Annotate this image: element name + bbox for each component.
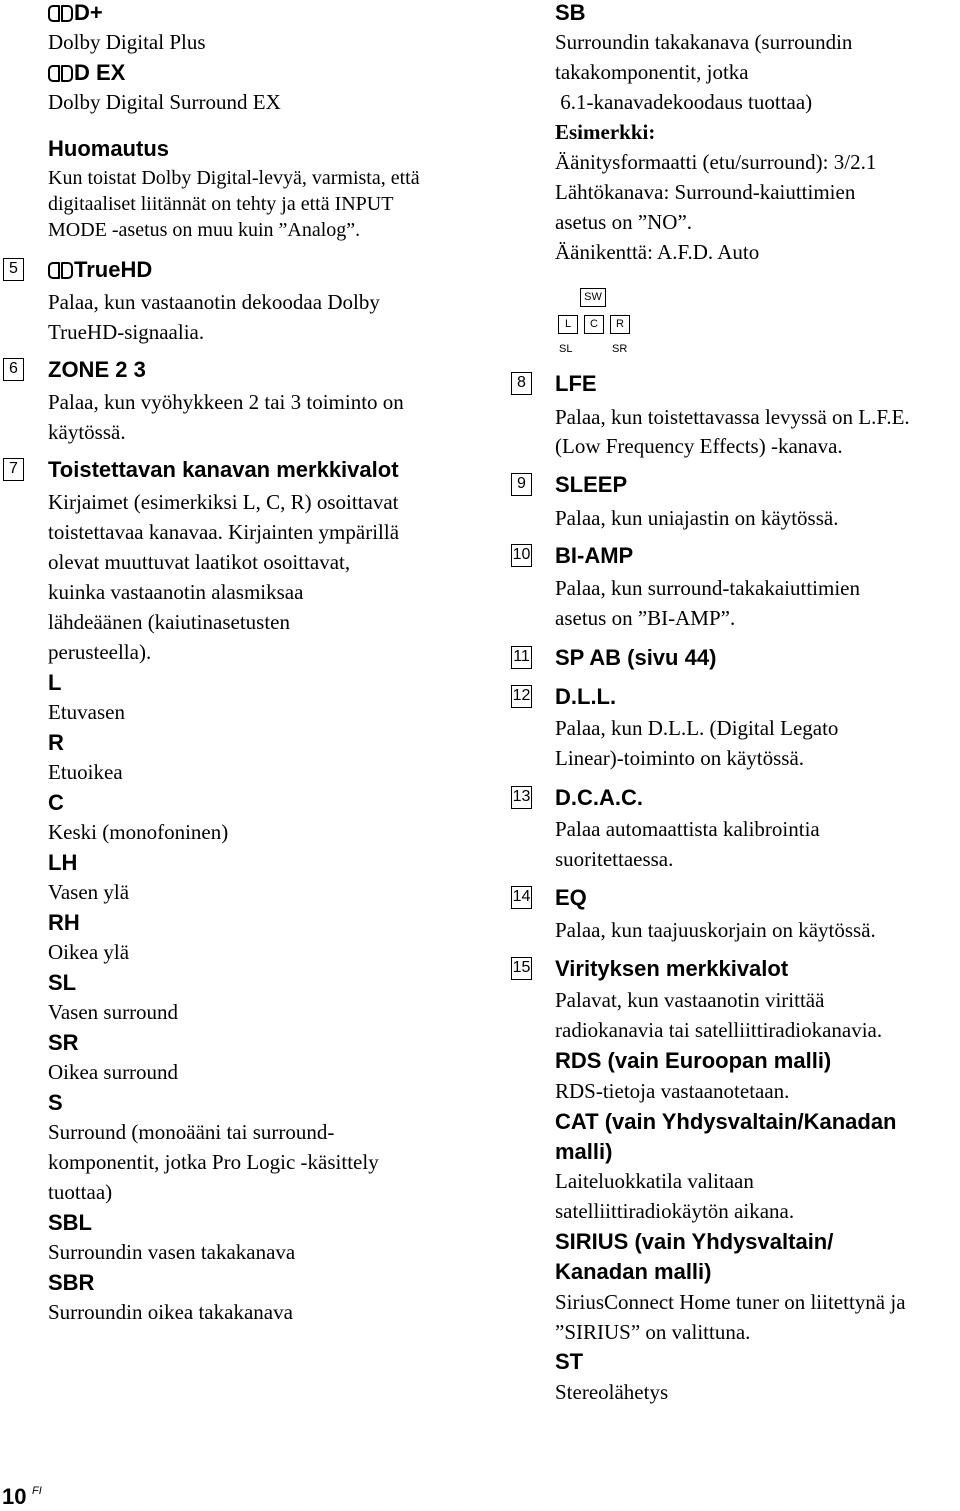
ddp-description: Dolby Digital Plus xyxy=(48,30,206,54)
ddex-description: Dolby Digital Surround EX xyxy=(48,90,281,114)
dolby-d-right-icon xyxy=(61,5,73,22)
item-number-11: 11 xyxy=(511,646,532,669)
item-desc-line: lähdeäänen (kaiutinasetusten xyxy=(48,610,290,634)
channel-desc: Etuoikea xyxy=(48,760,123,784)
ddex-heading: D EX xyxy=(48,60,125,86)
channel-desc: Keski (monofoninen) xyxy=(48,820,229,844)
st-desc: Stereolähetys xyxy=(555,1380,669,1404)
item-number-9: 9 xyxy=(511,473,532,496)
item-number-15: 15 xyxy=(511,957,532,980)
item-desc-line: Linear)-toiminto on käytössä. xyxy=(555,746,805,770)
item-number-5: 5 xyxy=(3,258,24,281)
channel-code: SBL xyxy=(48,1210,92,1235)
item-desc-line: Palaa, kun vastaanotin dekoodaa Dolby xyxy=(48,290,380,314)
page-number: 10 xyxy=(2,1484,27,1509)
indicator-c: C xyxy=(584,315,604,334)
item-desc-line: perusteella). xyxy=(48,640,152,664)
item-title-tuning-indicators: Virityksen merkkivalot xyxy=(555,956,789,981)
item-number-10: 10 xyxy=(511,544,532,567)
dolby-d-right-icon xyxy=(61,65,73,82)
dolby-d-left-icon xyxy=(48,5,60,22)
item-title-eq: EQ xyxy=(555,885,587,910)
channel-code: SL xyxy=(48,970,77,995)
cat-desc: Laiteluokkatila valitaan xyxy=(555,1169,754,1193)
item-number-14: 14 xyxy=(511,886,532,909)
note-title: Huomautus xyxy=(48,136,169,161)
channel-desc: Oikea surround xyxy=(48,1060,179,1084)
item-title-sp-ab: SP AB (sivu 44) xyxy=(555,645,717,670)
item-title-dll: D.L.L. xyxy=(555,684,617,709)
channel-code: S xyxy=(48,1090,63,1115)
note-line: digitaaliset liitännät on tehty ja että INPUT xyxy=(48,193,394,215)
channel-desc: Oikea ylä xyxy=(48,940,130,964)
item-desc-line: TrueHD-signaalia. xyxy=(48,320,205,344)
item-desc-line: Palavat, kun vastaanotin virittää xyxy=(555,988,825,1012)
item-title-bi-amp: BI-AMP xyxy=(555,543,634,568)
cat-desc: satelliittiradiokäytön aikana. xyxy=(555,1199,795,1223)
channel-code: R xyxy=(48,730,64,755)
indicator-sl: SL xyxy=(559,343,573,355)
item-desc-line: Kirjaimet (esimerkiksi L, C, R) osoittavat xyxy=(48,490,399,514)
channel-code: L xyxy=(48,670,62,695)
page-language-suffix: FI xyxy=(32,1485,42,1497)
item-desc-line: Palaa, kun uniajastin on käytössä. xyxy=(555,506,839,530)
st-title: ST xyxy=(555,1349,584,1374)
indicator-r: R xyxy=(610,315,630,334)
dolby-d-right-icon xyxy=(61,262,73,279)
channel-code: RH xyxy=(48,910,80,935)
note-line: Kun toistat Dolby Digital-levyä, varmista, että xyxy=(48,167,420,189)
item-desc-line: Palaa, kun vyöhykkeen 2 tai 3 toiminto on xyxy=(48,390,404,414)
item-title-channel-indicators: Toistettavan kanavan merkkivalot xyxy=(48,457,399,482)
channel-code: SBR xyxy=(48,1270,95,1295)
item-number-7: 7 xyxy=(3,458,24,481)
dolby-d-left-icon xyxy=(48,262,60,279)
item-desc-line: olevat muuttuvat laatikot osoittavat, xyxy=(48,550,351,574)
example-line: asetus on ”NO”. xyxy=(555,210,693,234)
item-desc-line: Palaa, kun toistettavassa levyssä on L.F.E. xyxy=(555,405,910,429)
item-desc-line: asetus on ”BI-AMP”. xyxy=(555,606,736,630)
example-title: Esimerkki: xyxy=(555,120,656,144)
sb-desc-line: 6.1-kanavadekoodaus tuottaa) xyxy=(555,90,813,114)
channel-desc: Etuvasen xyxy=(48,700,125,724)
sirius-desc: ”SIRIUS” on valittuna. xyxy=(555,1320,751,1344)
item-desc-line: toistettavaa kanavaa. Kirjainten ympärillä xyxy=(48,520,400,544)
dolby-d-left-icon xyxy=(48,65,60,82)
rds-title: RDS (vain Euroopan malli) xyxy=(555,1048,832,1073)
item-desc-line: Palaa, kun taajuuskorjain on käytössä. xyxy=(555,918,876,942)
item-number-6: 6 xyxy=(3,358,24,381)
indicator-sr: SR xyxy=(612,343,628,355)
item-title-sleep: SLEEP xyxy=(555,472,628,497)
sirius-title: SIRIUS (vain Yhdysvaltain/ xyxy=(555,1229,834,1254)
item-title-zone: ZONE 2 3 xyxy=(48,357,146,382)
channel-code: SR xyxy=(48,1030,79,1055)
item-desc-line: Palaa, kun surround-takakaiuttimien xyxy=(555,576,861,600)
sb-desc-line: takakomponentit, jotka xyxy=(555,60,749,84)
sirius-desc: SiriusConnect Home tuner on liitettynä ja xyxy=(555,1290,906,1314)
channel-code-sb: SB xyxy=(555,0,586,25)
sirius-title: Kanadan malli) xyxy=(555,1259,712,1284)
channel-desc: Surround (monoääni tai surround- xyxy=(48,1120,335,1144)
channel-desc: tuottaa) xyxy=(48,1180,113,1204)
channel-desc: Surroundin vasen takakanava xyxy=(48,1240,296,1264)
item-number-13: 13 xyxy=(511,786,532,809)
example-line: Lähtökanava: Surround-kaiuttimien xyxy=(555,180,856,204)
channel-desc: Vasen ylä xyxy=(48,880,130,904)
channel-code: C xyxy=(48,790,64,815)
item-number-12: 12 xyxy=(511,685,532,708)
item-desc-line: radiokanavia tai satelliittiradiokanavia. xyxy=(555,1018,883,1042)
channel-desc: Vasen surround xyxy=(48,1000,179,1024)
channel-desc: Surroundin oikea takakanava xyxy=(48,1300,293,1324)
item-number-8: 8 xyxy=(511,372,532,395)
note-line: MODE -asetus on muu kuin ”Analog”. xyxy=(48,219,361,241)
cat-title: CAT (vain Yhdysvaltain/Kanadan xyxy=(555,1109,897,1134)
example-line: Äänikenttä: A.F.D. Auto xyxy=(555,240,760,264)
item-title-dcac: D.C.A.C. xyxy=(555,785,643,810)
ddp-heading: D+ xyxy=(48,0,103,26)
item-desc-line: kuinka vastaanotin alasmiksaa xyxy=(48,580,304,604)
item-desc-line: suoritettaessa. xyxy=(555,847,674,871)
item-desc-line: käytössä. xyxy=(48,420,126,444)
item-title-truehd: TrueHD xyxy=(48,257,152,283)
indicator-l: L xyxy=(558,315,578,334)
item-desc-line: Palaa, kun D.L.L. (Digital Legato xyxy=(555,716,839,740)
channel-code: LH xyxy=(48,850,78,875)
cat-title: malli) xyxy=(555,1139,613,1164)
channel-desc: komponentit, jotka Pro Logic -käsittely xyxy=(48,1150,379,1174)
item-desc-line: (Low Frequency Effects) -kanava. xyxy=(555,434,843,458)
rds-desc: RDS-tietoja vastaanotetaan. xyxy=(555,1079,790,1103)
item-title-lfe: LFE xyxy=(555,371,597,396)
sb-desc-line: Surroundin takakanava (surroundin xyxy=(555,30,853,54)
indicator-sw: SW xyxy=(580,288,606,307)
example-line: Äänitysformaatti (etu/surround): 3/2.1 xyxy=(555,150,877,174)
item-desc-line: Palaa automaattista kalibrointia xyxy=(555,817,820,841)
